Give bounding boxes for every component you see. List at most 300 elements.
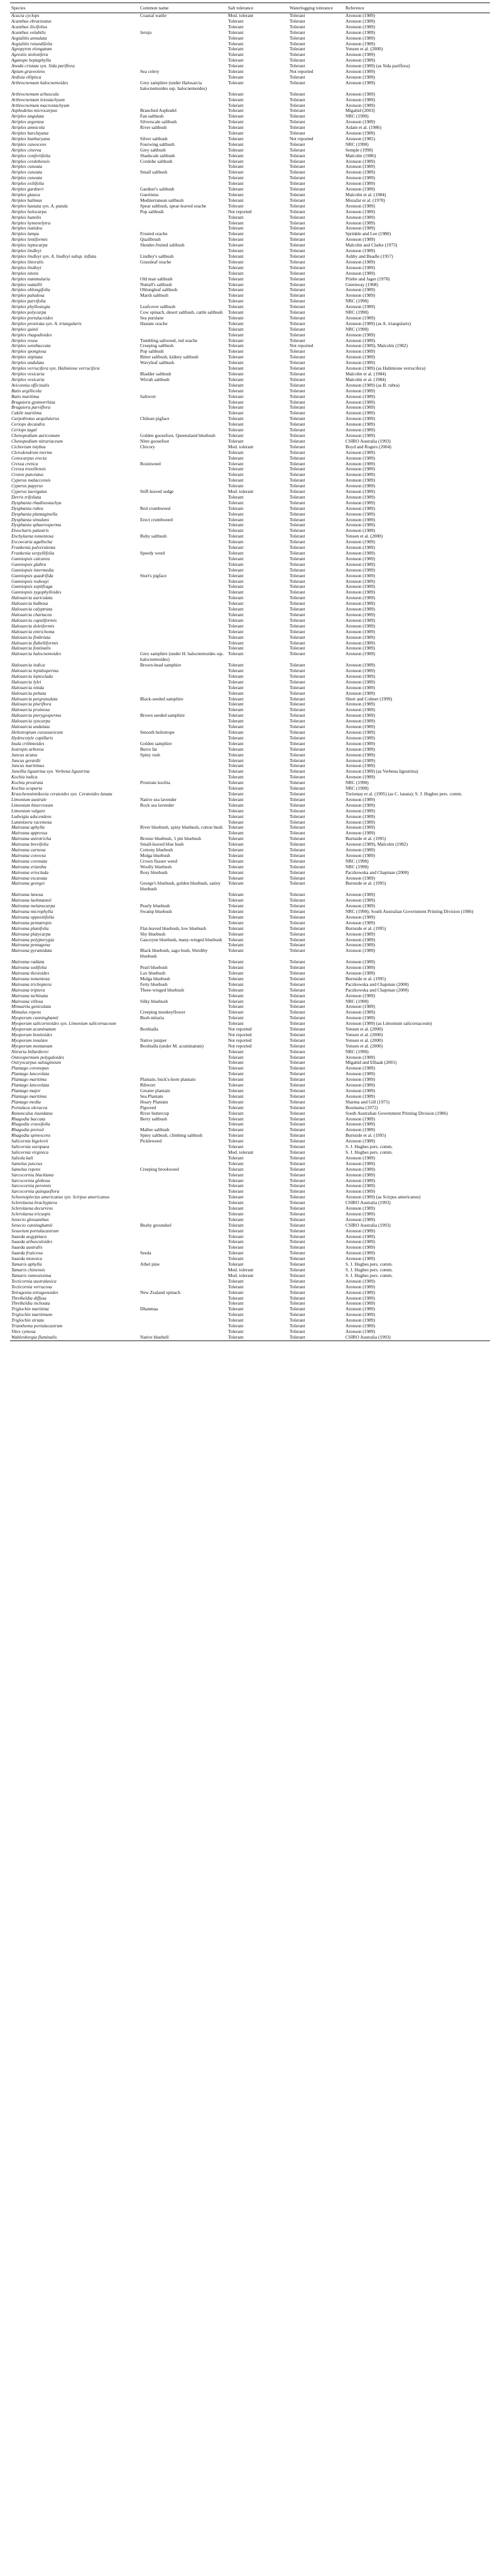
- reference-cell: Aronson (1989): [345, 1171, 376, 1178]
- species-cell: Limonium australe: [11, 796, 47, 802]
- table-row: [10, 926, 490, 932]
- species-cell: Rhagodia spinescens: [11, 1132, 51, 1139]
- salt-tolerance-cell: Tolerant: [228, 57, 244, 64]
- salt-tolerance-cell: Tolerant: [228, 555, 244, 561]
- species-cell: Maireana pentagona: [11, 942, 50, 948]
- species-cell: Acanthus ebracteatus: [11, 18, 52, 24]
- salt-tolerance-cell: Tolerant: [228, 354, 244, 360]
- table-row: [10, 702, 490, 707]
- common-name-cell: Native bluebell: [139, 1335, 227, 1341]
- salt-tolerance-cell: Tolerant: [228, 376, 244, 382]
- salt-tolerance-cell: Tolerant: [228, 96, 244, 102]
- reference-cell: Aronson (1985): [345, 135, 376, 141]
- reference-cell: Aronson (1989): [345, 119, 376, 125]
- waterlogging-tolerance-cell: Not reported: [290, 135, 313, 141]
- table-row: [10, 539, 490, 545]
- table-row: [10, 915, 490, 920]
- salt-tolerance-cell: Tolerant: [228, 1210, 244, 1217]
- common-name-cell: [139, 1206, 227, 1212]
- waterlogging-tolerance-cell: Tolerant: [290, 690, 305, 696]
- table-row: [10, 489, 490, 495]
- common-name-cell: [139, 1173, 227, 1178]
- salt-tolerance-cell: Tolerant: [228, 544, 244, 551]
- table-row: [10, 456, 490, 462]
- salt-tolerance-cell: Tolerant: [228, 169, 244, 175]
- salt-tolerance-cell: Tolerant: [228, 1132, 244, 1139]
- salt-tolerance-cell: Tolerant: [228, 281, 244, 287]
- reference-cell: Aronson (1989): [345, 337, 376, 343]
- common-name-cell: Plantain, buck's-horn plantain: [140, 1076, 196, 1083]
- waterlogging-tolerance-cell: Tolerant: [290, 1200, 305, 1206]
- salt-tolerance-cell: Tolerant: [228, 202, 244, 209]
- common-name-cell: [139, 25, 227, 30]
- table-row: [10, 1117, 490, 1122]
- table-row: [10, 237, 490, 243]
- salt-tolerance-cell: Tolerant: [228, 404, 244, 411]
- species-cell: Asphodelus microcarpus: [11, 108, 58, 114]
- salt-tolerance-cell: Tolerant: [228, 925, 244, 931]
- salt-tolerance-cell: Tolerant: [228, 729, 244, 735]
- table-row: [10, 372, 490, 377]
- salt-tolerance-cell: Tolerant: [228, 393, 244, 399]
- salt-tolerance-cell: Tolerant: [228, 734, 244, 741]
- common-name-cell: [139, 1178, 227, 1184]
- waterlogging-tolerance-cell: Tolerant: [290, 785, 305, 792]
- table-row: [10, 506, 490, 512]
- waterlogging-tolerance-cell: Tolerant: [290, 1222, 305, 1228]
- salt-tolerance-cell: Tolerant: [228, 146, 244, 153]
- species-cell: Maireana trichoptera: [11, 981, 52, 987]
- waterlogging-tolerance-cell: Tolerant: [290, 802, 305, 808]
- species-cell: Inula crithmoides: [11, 740, 45, 746]
- species-cell: Atriplex portulacoides: [11, 314, 53, 321]
- reference-cell: Aronson (1989): [345, 1138, 376, 1144]
- salt-tolerance-cell: Tolerant: [228, 740, 244, 746]
- salt-tolerance-cell: Tolerant: [228, 528, 244, 534]
- table-row: [10, 579, 490, 585]
- reference-cell: Yensen et al. (2000): [345, 1026, 383, 1032]
- salt-tolerance-cell: Tolerant: [228, 1076, 244, 1083]
- species-cell: Halosarcia halocnemoides: [11, 651, 62, 657]
- species-cell: Nitraria billardierei: [11, 1048, 49, 1054]
- common-name-cell: Spiny rush: [140, 751, 160, 758]
- salt-tolerance-cell: Tolerant: [228, 343, 244, 349]
- species-cell: Gunniopsis glabra: [11, 561, 46, 567]
- waterlogging-tolerance-cell: Tolerant: [290, 102, 305, 108]
- salt-tolerance-cell: Tolerant: [228, 197, 244, 203]
- reference-cell: Aronson (1989): [345, 1015, 376, 1021]
- salt-tolerance-cell: Tolerant: [227, 1335, 288, 1341]
- table-row: [10, 892, 490, 898]
- species-cell: Maireana aphylla: [11, 824, 45, 831]
- salt-tolerance-cell: Tolerant: [228, 645, 244, 651]
- common-name-cell: Woolly bluebush: [140, 863, 172, 870]
- species-cell: Agropyron elongatum: [11, 46, 52, 52]
- waterlogging-tolerance-cell: Tolerant: [290, 505, 305, 511]
- waterlogging-tolerance-cell: Tolerant: [290, 936, 305, 943]
- species-cell: Triglochin maritimum: [11, 1312, 53, 1318]
- common-name-cell: [139, 624, 227, 629]
- table-row: [10, 1296, 490, 1302]
- species-cell: Maireana melanocarpa: [11, 903, 55, 909]
- waterlogging-tolerance-cell: Tolerant: [290, 589, 305, 595]
- common-name-cell: Grassleaf orache: [140, 258, 171, 265]
- common-name-cell: [139, 450, 227, 456]
- reference-cell: Aronson (1989): [345, 264, 376, 270]
- species-cell: Atriplex nuttallii: [11, 281, 43, 287]
- table-row: [10, 814, 490, 820]
- reference-cell: Aronson (1989): [345, 1009, 376, 1015]
- reference-cell: Aronson (1989): [345, 1250, 376, 1256]
- waterlogging-tolerance-cell: Tolerant: [290, 1020, 305, 1027]
- table-row: [10, 965, 490, 971]
- reference-cell: Aronson (1989): [345, 416, 376, 422]
- reference-cell: Aronson (1989): [345, 1115, 376, 1122]
- species-cell: Sarcocornia blackiana: [11, 1171, 54, 1178]
- reference-cell: Aronson (1989): [345, 931, 376, 937]
- waterlogging-tolerance-cell: Tolerant: [290, 57, 305, 64]
- species-cell: Sclerolaena decurrens: [11, 1205, 53, 1212]
- salt-tolerance-cell: Tolerant: [228, 1154, 244, 1161]
- species-cell: Maireana sedifolia: [11, 965, 47, 971]
- species-cell: Maireana coronata: [11, 858, 48, 864]
- reference-cell: Sprinkle and Lee (1980): [345, 231, 391, 237]
- waterlogging-tolerance-cell: Tolerant: [290, 197, 305, 203]
- waterlogging-tolerance-cell: Tolerant: [290, 1239, 305, 1245]
- species-cell: Gunniopsis intermedia: [11, 567, 54, 573]
- salt-tolerance-cell: Tolerant: [228, 1278, 244, 1284]
- table-row: [10, 495, 490, 500]
- species-cell: Aegialitis annulata: [11, 35, 47, 41]
- reference-cell: CSIRO Australia (1993): [345, 1200, 391, 1206]
- salt-tolerance-cell: Tolerant: [228, 998, 244, 1004]
- salt-tolerance-cell: Tolerant: [228, 1127, 244, 1133]
- table-row: [10, 377, 490, 383]
- table-body: [10, 13, 490, 1341]
- reference-cell: Aronson (1989): [345, 875, 376, 881]
- species-cell: Myoporum montanum: [11, 1042, 53, 1049]
- species-cell: Sclerolaena brachyptera: [11, 1200, 57, 1206]
- species-cell: Dysphania plantaginella: [11, 511, 58, 517]
- species-cell: Atriplex paludosa: [11, 292, 45, 299]
- waterlogging-tolerance-cell: Tolerant: [290, 360, 305, 366]
- species-cell: Hydrocotyle capillaris: [11, 734, 53, 741]
- common-name-cell: Old man saltbush: [140, 275, 173, 282]
- species-cell: Maireana oppositifolia: [11, 914, 55, 920]
- common-name-cell: Gardner's saltbush: [140, 186, 175, 192]
- species-cell: Atriplex hastata syn. A. patula: [11, 202, 68, 209]
- table-row: [10, 181, 490, 187]
- table-row: [10, 243, 490, 248]
- species-cell: Kochia prostrata: [11, 780, 43, 786]
- waterlogging-tolerance-cell: Tolerant: [290, 499, 305, 506]
- salt-tolerance-cell: Tolerant: [228, 108, 244, 114]
- table-row: [10, 92, 490, 97]
- species-cell: Atriplex lindleyi: [11, 264, 41, 270]
- common-name-cell: Frosted orache: [140, 231, 168, 237]
- waterlogging-tolerance-cell: Tolerant: [290, 236, 305, 243]
- salt-tolerance-cell: Tolerant: [228, 746, 244, 752]
- salt-tolerance-cell: Tolerant: [228, 186, 244, 192]
- species-cell: Sesuvium portulacastrum: [11, 1227, 59, 1234]
- salt-tolerance-cell: Tolerant: [228, 1194, 244, 1200]
- waterlogging-tolerance-cell: Tolerant: [290, 651, 305, 657]
- common-name-cell: Native sea lavender: [140, 796, 177, 802]
- waterlogging-tolerance-cell: Tolerant: [290, 790, 305, 797]
- common-name-cell: [139, 1324, 227, 1329]
- reference-cell: Aronson (1989): [345, 970, 376, 976]
- table-row: [10, 411, 490, 416]
- species-cell: Plantago major: [11, 1088, 41, 1093]
- table-row: [10, 277, 490, 282]
- species-cell: Chenopodium nitrariaceum: [11, 438, 63, 444]
- species-cell: Trianthema portulacastrum: [11, 1323, 63, 1329]
- species-cell: Maireana triptera: [11, 987, 45, 993]
- waterlogging-tolerance-cell: Tolerant: [290, 432, 305, 438]
- table-row: [10, 848, 490, 853]
- species-cell: Maireana brevifolia: [11, 841, 49, 848]
- waterlogging-tolerance-cell: Tolerant: [290, 892, 305, 898]
- waterlogging-tolerance-cell: Tolerant: [290, 1295, 305, 1301]
- reference-cell: Aronson (1989): [345, 1244, 376, 1251]
- table-row: [10, 428, 490, 433]
- common-name-cell: River bluebush, spiny bluebush, cotton bush: [140, 824, 223, 831]
- common-name-cell: Pickleweed: [140, 1138, 162, 1144]
- reference-cell: Aronson (1989): [345, 477, 376, 484]
- salt-tolerance-cell: Tolerant: [228, 1261, 244, 1268]
- salt-tolerance-cell: Tolerant: [228, 936, 244, 943]
- common-name-cell: [139, 221, 227, 226]
- table-row: [10, 797, 490, 803]
- common-name-cell: [139, 495, 227, 500]
- species-cell: Suaeda aegyptiaca: [11, 1233, 47, 1239]
- salt-tolerance-cell: Tolerant: [228, 819, 244, 825]
- salt-tolerance-cell: Tolerant: [228, 270, 244, 276]
- reference-cell: Aronson (1989): [345, 678, 376, 685]
- table-row: [10, 1071, 490, 1077]
- species-cell: Cyperus papyrus: [11, 483, 43, 489]
- waterlogging-tolerance-cell: Tolerant: [290, 466, 305, 472]
- reference-cell: Aronson (1989): [345, 634, 376, 640]
- common-name-cell: [139, 52, 227, 58]
- salt-tolerance-cell: Tolerant: [228, 1283, 244, 1290]
- waterlogging-tolerance-cell: Tolerant: [290, 1194, 305, 1200]
- common-name-cell: Fetty bluebush: [140, 981, 168, 987]
- waterlogging-tolerance-cell: Tolerant: [290, 1278, 305, 1284]
- salt-tolerance-cell: Tolerant: [228, 399, 244, 405]
- salt-tolerance-cell: Tolerant: [228, 52, 244, 58]
- common-name-cell: Berry saltbush: [140, 1115, 167, 1122]
- common-name-cell: Cottony bluebush: [140, 847, 173, 853]
- salt-tolerance-cell: Tolerant: [228, 427, 244, 433]
- common-name-cell: [139, 1156, 227, 1161]
- waterlogging-tolerance-cell: Tolerant: [290, 1261, 305, 1268]
- table-row: [10, 500, 490, 506]
- species-cell: Maireana radiata: [11, 959, 45, 965]
- salt-tolerance-cell: Tolerant: [228, 965, 244, 971]
- species-cell: Halosarcia pluriflora: [11, 701, 52, 707]
- salt-tolerance-cell: Tolerant: [228, 1104, 244, 1110]
- table-row: [10, 624, 490, 629]
- species-cell: Wahlenbergia fluminalis: [10, 1335, 139, 1341]
- waterlogging-tolerance-cell: Tolerant: [290, 1256, 305, 1262]
- species-cell: Sarcocornia globosa: [11, 1177, 50, 1183]
- salt-tolerance-cell: Tolerant: [228, 292, 244, 299]
- reference-cell: Migahid (2003): [345, 108, 375, 114]
- reference-cell: Aronson (1989): [345, 472, 376, 478]
- reference-cell: Aronson (1989): [345, 202, 376, 209]
- common-name-cell: [139, 915, 227, 920]
- table-row: [10, 853, 490, 859]
- salt-tolerance-cell: Tolerant: [228, 1250, 244, 1256]
- table-row: [10, 803, 490, 809]
- reference-cell: Aronson (1989): [345, 130, 376, 136]
- reference-cell: Aronson (1989): [345, 992, 376, 998]
- table-row: [10, 343, 490, 349]
- salt-tolerance-cell: Tolerant: [228, 472, 244, 478]
- reference-cell: Aronson (1989): [345, 712, 376, 719]
- reference-cell: Aronson (1989): [345, 701, 376, 707]
- reference-cell: Boomsma (1972): [345, 1104, 378, 1110]
- common-name-cell: [139, 814, 227, 820]
- table-row: [10, 97, 490, 103]
- common-name-cell: Stiff-leaved sedge: [140, 489, 174, 495]
- common-name-cell: [139, 1234, 227, 1240]
- salt-tolerance-cell: Tolerant: [228, 236, 244, 243]
- waterlogging-tolerance-cell: Tolerant: [290, 1138, 305, 1144]
- table-row: [10, 389, 490, 394]
- common-name-cell: [139, 1195, 227, 1200]
- waterlogging-tolerance-cell: Tolerant: [290, 1154, 305, 1161]
- reference-cell: Aronson (1989): [345, 421, 376, 428]
- table-row: [10, 909, 490, 915]
- salt-tolerance-cell: Tolerant: [228, 1312, 244, 1318]
- table-row: [10, 164, 490, 170]
- waterlogging-tolerance-cell: Tolerant: [290, 1289, 305, 1295]
- salt-tolerance-cell: Tolerant: [228, 1222, 244, 1228]
- reference-cell: Aronson (1989) (as Halimione verrucifera): [345, 365, 426, 372]
- waterlogging-tolerance-cell: Tolerant: [290, 225, 305, 231]
- table-row: [10, 1156, 490, 1161]
- salt-tolerance-cell: Tolerant: [228, 836, 244, 842]
- common-name-cell: Shadscale saltbush: [140, 152, 175, 158]
- table-row: [10, 175, 490, 181]
- waterlogging-tolerance-cell: Tolerant: [290, 729, 305, 735]
- table-row: [10, 937, 490, 943]
- table-row: [10, 651, 490, 663]
- waterlogging-tolerance-cell: Tolerant: [290, 684, 305, 690]
- species-cell: Aegialitis rotundifolia: [11, 40, 53, 47]
- table-row: [10, 1150, 490, 1156]
- reference-cell: Aronson (1989): [345, 734, 376, 741]
- waterlogging-tolerance-cell: Tolerant: [290, 959, 305, 965]
- reference-cell: Paczkowska and Chapman (2000): [345, 981, 409, 987]
- waterlogging-tolerance-cell: Tolerant: [290, 673, 305, 679]
- reference-cell: Semple (1990): [345, 146, 373, 153]
- common-name-cell: Silver saltbush: [140, 135, 168, 141]
- reference-cell: Aronson (1989): [345, 163, 376, 170]
- common-name-cell: Ribwort: [140, 1082, 156, 1088]
- common-name-cell: Brown-head samphire: [140, 662, 182, 668]
- species-cell: Gunniopsis quadrifida: [11, 572, 53, 578]
- common-name-cell: Black-seeded samphire: [140, 695, 183, 702]
- reference-cell: Aronson (1989): [345, 830, 376, 836]
- reference-cell: CSIRO Australia (1993): [344, 1335, 490, 1341]
- table-row: [10, 131, 490, 136]
- salt-tolerance-cell: Tolerant: [228, 634, 244, 640]
- species-cell: Atriplex rhagodioides: [11, 331, 52, 338]
- common-name-cell: [139, 769, 227, 775]
- species-cell: Vitex cymosa: [11, 1328, 36, 1334]
- salt-tolerance-cell: Tolerant: [228, 438, 244, 444]
- table-row: [10, 993, 490, 999]
- salt-tolerance-cell: Not reported: [228, 208, 252, 214]
- salt-tolerance-cell: Tolerant: [228, 533, 244, 539]
- salt-tolerance-cell: Tolerant: [228, 46, 244, 52]
- waterlogging-tolerance-cell: Tolerant: [290, 108, 305, 114]
- species-cell: Triglochin maritima: [11, 1306, 49, 1312]
- salt-tolerance-cell: Tolerant: [228, 824, 244, 831]
- reference-cell: Aronson (1989): [345, 208, 376, 214]
- reference-cell: Aronson (1989): [345, 1071, 376, 1077]
- species-cell: Atriplex polycarpa: [11, 309, 46, 316]
- species-cell: Ardisia elliptica: [11, 74, 41, 80]
- reference-cell: Yensen et al. (2000): [345, 1042, 383, 1049]
- table-row: [10, 1217, 490, 1223]
- salt-tolerance-cell: Tolerant: [228, 611, 244, 617]
- reference-cell: Aronson (1989): [345, 169, 376, 175]
- common-name-cell: Gascoyne bluebush, many-winged bluebush: [140, 936, 222, 943]
- waterlogging-tolerance-cell: Tolerant: [290, 180, 305, 187]
- species-cell: Myoporum bontioides: [11, 1031, 53, 1037]
- reference-cell: Aronson (1989): [345, 690, 376, 696]
- common-name-cell: [139, 1268, 227, 1273]
- species-cell: Myoporum insulare: [11, 1037, 48, 1043]
- salt-tolerance-cell: Tolerant: [228, 622, 244, 629]
- reference-cell: Aronson (1989): [345, 528, 376, 534]
- waterlogging-tolerance-cell: Tolerant: [290, 1037, 305, 1043]
- salt-tolerance-cell: Tolerant: [228, 684, 244, 690]
- waterlogging-tolerance-cell: Tolerant: [290, 555, 305, 561]
- waterlogging-tolerance-cell: Tolerant: [290, 1098, 305, 1105]
- reference-cell: Aronson (1989): [345, 489, 376, 495]
- species-cell: Bruguiera parviflora: [11, 404, 51, 411]
- common-name-cell: River saltbush: [140, 124, 167, 131]
- waterlogging-tolerance-cell: Tolerant: [290, 511, 305, 517]
- reference-cell: Aronson (1989): [345, 606, 376, 612]
- table-row: [10, 383, 490, 389]
- table-row: [10, 1044, 490, 1049]
- common-name-cell: [139, 612, 227, 618]
- common-name-cell: [139, 556, 227, 562]
- common-name-cell: Boobialla: [140, 1026, 158, 1032]
- reference-cell: Aronson (1989): [345, 897, 376, 904]
- waterlogging-tolerance-cell: Tolerant: [290, 1082, 305, 1088]
- reference-cell: Aronson (1989): [345, 516, 376, 522]
- reference-cell: S. J. Hughes pers. comm.: [345, 1267, 393, 1273]
- common-name-cell: [139, 595, 227, 601]
- reference-cell: Aronson (1989): [345, 724, 376, 730]
- species-cell: Eleocharis palustris: [11, 528, 49, 534]
- species-cell: Atriplex barclayana: [11, 130, 49, 136]
- species-cell: Atriplex exilifolia: [11, 180, 44, 187]
- reference-cell: Aronson (1989): [345, 807, 376, 814]
- species-cell: Excoecaria agallocha: [11, 539, 53, 545]
- common-name-cell: [139, 635, 227, 641]
- species-cell: Atriplex lindleyi: [11, 248, 41, 254]
- table-row: [10, 1049, 490, 1055]
- waterlogging-tolerance-cell: Tolerant: [290, 1026, 305, 1032]
